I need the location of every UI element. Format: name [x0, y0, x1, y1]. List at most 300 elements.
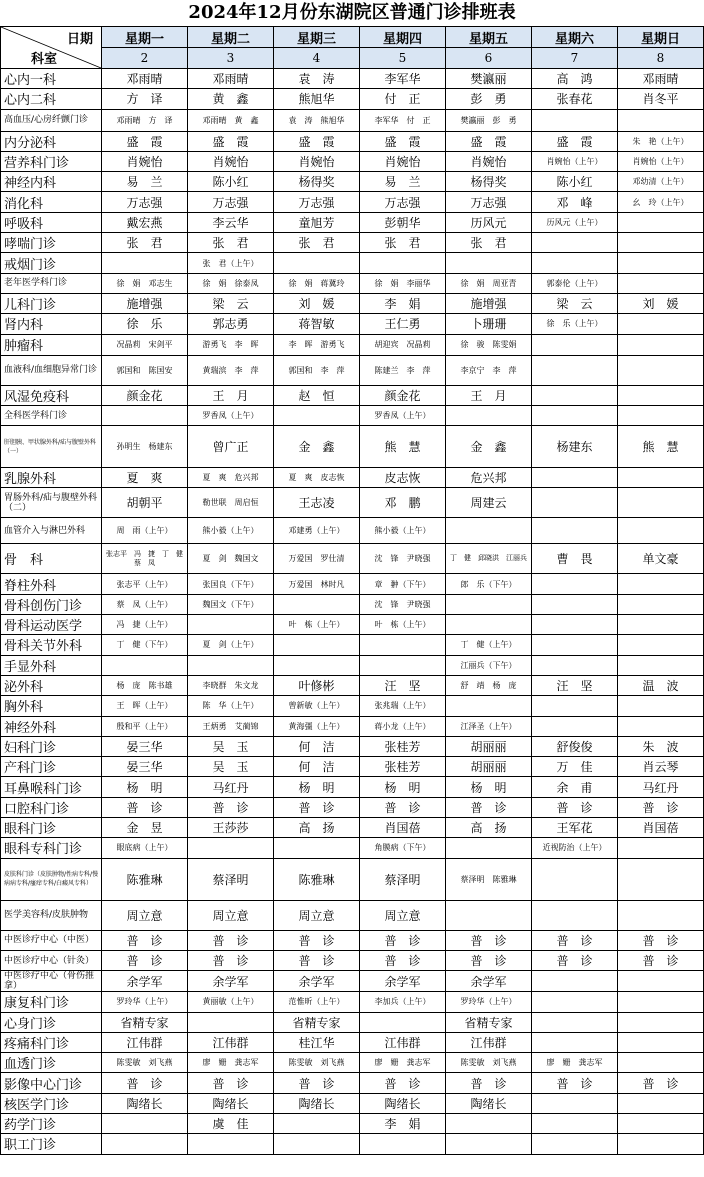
schedule-cell [274, 405, 360, 425]
schedule-cell [532, 635, 618, 655]
schedule-cell: 殷和平（上午） [102, 716, 188, 736]
schedule-cell: 周立意 [102, 900, 188, 930]
schedule-cell [618, 971, 704, 992]
schedule-cell: 王志凌 [274, 488, 360, 518]
schedule-cell [446, 594, 532, 614]
schedule-cell: 普 诊 [274, 950, 360, 970]
schedule-cell [446, 615, 532, 635]
schedule-cell [274, 838, 360, 858]
dept-name: 血透门诊 [1, 1053, 102, 1073]
schedule-cell [618, 858, 704, 900]
schedule-cell [446, 900, 532, 930]
schedule-cell: 肖婉怡 [446, 151, 532, 171]
schedule-cell: 晏三华 [102, 736, 188, 756]
schedule-cell [532, 355, 618, 385]
schedule-cell: 余学军 [102, 971, 188, 992]
table-row [1, 1113, 704, 1133]
dept-name: 神经内科 [1, 172, 102, 192]
table-row [1, 293, 704, 313]
dept-name: 肝胆胰、甲状腺外科/疝与腹壁外科（一） [1, 426, 102, 468]
table-row [1, 971, 704, 992]
schedule-cell [532, 900, 618, 930]
schedule-cell: 沈 锋 尹晓强 [360, 594, 446, 614]
schedule-cell: 肖云琴 [618, 757, 704, 777]
schedule-cell: 夏 爽 危兴邦 [188, 468, 274, 488]
schedule-cell: 角膜病（下午） [360, 838, 446, 858]
schedule-cell: 张 君 [274, 233, 360, 253]
schedule-cell: 蔡泽明 [360, 858, 446, 900]
schedule-cell [532, 405, 618, 425]
table-row [1, 89, 704, 109]
dept-name: 神经外科 [1, 716, 102, 736]
schedule-cell: 魏国文（下午） [188, 594, 274, 614]
schedule-cell: 夏 剑 魏国文 [188, 544, 274, 574]
dept-name: 老年医学科门诊 [1, 273, 102, 293]
schedule-cell: 张桂芳 [360, 736, 446, 756]
schedule-cell [618, 1032, 704, 1052]
schedule-cell: 胡丽丽 [446, 757, 532, 777]
schedule-cell [618, 233, 704, 253]
schedule-cell: 普 诊 [188, 930, 274, 950]
schedule-cell: 张兆瑞（上午） [360, 696, 446, 716]
schedule-cell [188, 838, 274, 858]
schedule-cell: 李军华 [360, 69, 446, 89]
table-row [1, 858, 704, 900]
schedule-cell [532, 716, 618, 736]
date-header: 5 [360, 48, 446, 69]
schedule-cell [618, 468, 704, 488]
schedule-cell: 付 正 [360, 89, 446, 109]
schedule-cell: 陈雯敏 刘飞燕 [446, 1053, 532, 1073]
schedule-cell: 徐 娟 徐泰凤 [188, 273, 274, 293]
dept-name: 中医诊疗中心（中医） [1, 930, 102, 950]
table-row [1, 574, 704, 594]
schedule-cell: 罗玲华（上午） [102, 992, 188, 1012]
schedule-cell: 盛 霞 [446, 131, 532, 151]
dept-name: 康复科门诊 [1, 992, 102, 1012]
schedule-cell: 陈雯敏 刘飞燕 [102, 1053, 188, 1073]
dept-name: 眼科专科门诊 [1, 838, 102, 858]
schedule-cell: 邓雨晴 [102, 69, 188, 89]
schedule-cell: 冯 捷（上午） [102, 615, 188, 635]
dept-name: 心身门诊 [1, 1012, 102, 1032]
schedule-cell: 余 甫 [532, 777, 618, 797]
table-row [1, 1073, 704, 1093]
schedule-cell: 罗香凤（上午） [188, 405, 274, 425]
table-row [1, 696, 704, 716]
schedule-cell: 陶绪长 [188, 1093, 274, 1113]
schedule-cell: 张 君（上午） [188, 253, 274, 273]
schedule-cell: 施增强 [102, 293, 188, 313]
schedule-cell: 徐 娟 李丽华 [360, 273, 446, 293]
schedule-cell: 张志平 冯 捷 丁 健 蔡 凤 [102, 544, 188, 574]
dept-name: 骨科创伤门诊 [1, 594, 102, 614]
schedule-cell: 蒋智敏 [274, 314, 360, 334]
schedule-cell: 李 娟 [360, 293, 446, 313]
schedule-cell: 历风元 [446, 212, 532, 232]
table-row [1, 900, 704, 930]
table-row [1, 192, 704, 212]
schedule-cell: 陶绪长 [446, 1093, 532, 1113]
day-header: 星期日 [618, 27, 704, 48]
schedule-cell [446, 518, 532, 544]
dept-name: 中医诊疗中心（骨伤推拿） [1, 971, 102, 992]
schedule-cell: 普 诊 [188, 1073, 274, 1093]
schedule-cell: 张 君 [446, 233, 532, 253]
day-header: 星期六 [532, 27, 618, 48]
schedule-cell: 江伟群 [360, 1032, 446, 1052]
schedule-cell: 舒 靖 杨 庞 [446, 675, 532, 695]
schedule-cell [532, 253, 618, 273]
schedule-cell: 肖婉怡 [274, 151, 360, 171]
schedule-cell: 万志强 [360, 192, 446, 212]
day-header: 星期三 [274, 27, 360, 48]
schedule-cell: 肖婉怡（上午） [618, 151, 704, 171]
schedule-cell: 吴 玉 [188, 757, 274, 777]
schedule-cell: 廖 姗 龚志军 [360, 1053, 446, 1073]
schedule-cell: 普 诊 [102, 797, 188, 817]
schedule-cell: 普 诊 [532, 1073, 618, 1093]
schedule-cell: 范惟昕（上午） [274, 992, 360, 1012]
schedule-cell: 普 诊 [446, 1073, 532, 1093]
schedule-cell: 皮志恢 [360, 468, 446, 488]
dept-name: 心内一科 [1, 69, 102, 89]
schedule-cell: 周建云 [446, 488, 532, 518]
schedule-cell [532, 1093, 618, 1113]
schedule-cell: 张春花 [532, 89, 618, 109]
dept-name: 口腔科门诊 [1, 797, 102, 817]
schedule-cell: 省精专家 [446, 1012, 532, 1032]
schedule-cell: 江泽圣（上午） [446, 716, 532, 736]
schedule-cell: 孙明生 杨建东 [102, 426, 188, 468]
schedule-cell: 普 诊 [532, 930, 618, 950]
schedule-cell: 张桂芳 [360, 757, 446, 777]
schedule-cell: 赵 恒 [274, 385, 360, 405]
schedule-cell: 朱 波 [618, 736, 704, 756]
schedule-cell: 李加兵（上午） [360, 992, 446, 1012]
schedule-cell: 李 晖 游勇飞 [274, 334, 360, 355]
schedule-cell [532, 334, 618, 355]
schedule-cell: 易 兰 [102, 172, 188, 192]
dept-name: 骨科关节外科 [1, 635, 102, 655]
schedule-cell [360, 1134, 446, 1154]
schedule-cell: 邓雨晴 [618, 69, 704, 89]
schedule-cell: 普 诊 [188, 950, 274, 970]
schedule-cell: 胡丽丽 [446, 736, 532, 756]
schedule-cell: 单文豪 [618, 544, 704, 574]
table-row [1, 818, 704, 838]
table-row [1, 544, 704, 574]
schedule-cell: 万志强 [446, 192, 532, 212]
schedule-cell: 樊瀛丽 彭 勇 [446, 109, 532, 131]
schedule-cell [360, 253, 446, 273]
table-row [1, 131, 704, 151]
schedule-cell [360, 1012, 446, 1032]
schedule-cell: 盛 霞 [532, 131, 618, 151]
schedule-cell: 历风元（上午） [532, 212, 618, 232]
dept-name: 心内二科 [1, 89, 102, 109]
schedule-cell: 郭国和 陈国安 [102, 355, 188, 385]
schedule-cell: 徐 娟 蒋冀玲 [274, 273, 360, 293]
schedule-cell: 李 娟 [360, 1113, 446, 1133]
date-header: 6 [446, 48, 532, 69]
table-row [1, 1032, 704, 1052]
schedule-cell [274, 253, 360, 273]
dept-name: 职工门诊 [1, 1134, 102, 1154]
schedule-cell: 万爱国 罗仕清 [274, 544, 360, 574]
schedule-cell: 肖婉怡 [102, 151, 188, 171]
schedule-cell: 汪 坚 [360, 675, 446, 695]
schedule-cell: 杨 明 [274, 777, 360, 797]
schedule-cell: 王莎莎 [188, 818, 274, 838]
table-row [1, 1093, 704, 1113]
schedule-cell: 普 诊 [188, 797, 274, 817]
schedule-cell: 卜珊珊 [446, 314, 532, 334]
day-header: 星期一 [102, 27, 188, 48]
schedule-cell: 熊旭华 [274, 89, 360, 109]
table-row [1, 797, 704, 817]
dept-name: 血液科/血细胞异常门诊 [1, 355, 102, 385]
schedule-cell: 高 鸿 [532, 69, 618, 89]
schedule-cell [446, 838, 532, 858]
schedule-cell: 叶修彬 [274, 675, 360, 695]
schedule-table [0, 26, 704, 1155]
schedule-cell: 黄丽敏（上午） [188, 992, 274, 1012]
schedule-cell: 普 诊 [274, 930, 360, 950]
schedule-cell: 何 洁 [274, 736, 360, 756]
schedule-cell: 熊小毅（上午） [188, 518, 274, 544]
date-header: 4 [274, 48, 360, 69]
schedule-cell: 周立意 [360, 900, 446, 930]
schedule-cell: 张国良（下午） [188, 574, 274, 594]
schedule-cell [618, 900, 704, 930]
schedule-cell: 丁 健（下午） [102, 635, 188, 655]
dept-name: 核医学门诊 [1, 1093, 102, 1113]
schedule-cell: 蒋小龙（上午） [360, 716, 446, 736]
schedule-cell: 王 月 [188, 385, 274, 405]
schedule-cell: 眼底病（上午） [102, 838, 188, 858]
schedule-cell [102, 1113, 188, 1133]
schedule-cell: 杨建东 [532, 426, 618, 468]
dept-name: 中医诊疗中心（针灸） [1, 950, 102, 970]
schedule-cell [532, 488, 618, 518]
schedule-cell [618, 992, 704, 1012]
schedule-cell [188, 655, 274, 675]
schedule-cell: 郭国和 李 萍 [274, 355, 360, 385]
schedule-cell [188, 615, 274, 635]
schedule-cell: 杨得奖 [274, 172, 360, 192]
schedule-cell: 桂江华 [274, 1032, 360, 1052]
schedule-cell: 余学军 [188, 971, 274, 992]
schedule-cell [618, 1053, 704, 1073]
schedule-cell: 游勇飞 李 晖 [188, 334, 274, 355]
dept-name: 消化科 [1, 192, 102, 212]
schedule-cell: 罗香凤（上午） [360, 405, 446, 425]
dept-name: 高血压/心房纤颤门诊 [1, 109, 102, 131]
schedule-cell: 颜金花 [102, 385, 188, 405]
schedule-cell: 徐 乐（上午） [532, 314, 618, 334]
schedule-cell: 普 诊 [360, 930, 446, 950]
schedule-cell [532, 109, 618, 131]
schedule-cell: 汪 坚 [532, 675, 618, 695]
schedule-cell: 邓幼清（上午） [618, 172, 704, 192]
schedule-cell: 高 扬 [446, 818, 532, 838]
schedule-cell: 江伟群 [102, 1032, 188, 1052]
schedule-cell: 夏 爽 [102, 468, 188, 488]
schedule-cell: 肖国蓓 [360, 818, 446, 838]
schedule-cell [618, 385, 704, 405]
table-row [1, 233, 704, 253]
schedule-cell: 张 君 [102, 233, 188, 253]
schedule-cell: 万志强 [274, 192, 360, 212]
schedule-cell [532, 1032, 618, 1052]
schedule-cell: 王仁勇 [360, 314, 446, 334]
schedule-cell [618, 594, 704, 614]
schedule-cell: 丁 健（上午） [446, 635, 532, 655]
schedule-cell: 江丽兵（下午） [446, 655, 532, 675]
schedule-cell: 廖 姗 龚志军 [188, 1053, 274, 1073]
schedule-cell: 普 诊 [446, 930, 532, 950]
schedule-cell: 袁 涛 [274, 69, 360, 89]
schedule-cell: 普 诊 [102, 1073, 188, 1093]
schedule-cell: 普 诊 [274, 797, 360, 817]
schedule-cell [618, 635, 704, 655]
schedule-cell: 胡朝平 [102, 488, 188, 518]
schedule-cell: 陶绪长 [360, 1093, 446, 1113]
schedule-cell: 彭朝华 [360, 212, 446, 232]
table-row [1, 69, 704, 89]
schedule-cell [618, 716, 704, 736]
schedule-cell: 邓 峰 [532, 192, 618, 212]
schedule-cell: 郎 乐（下午） [446, 574, 532, 594]
schedule-cell: 万爱国 林时凡 [274, 574, 360, 594]
date-header: 3 [188, 48, 274, 69]
schedule-cell: 丁 健 邱晓洪 江丽兵 [446, 544, 532, 574]
schedule-cell [532, 858, 618, 900]
schedule-cell: 朱 艳（上午） [618, 131, 704, 151]
schedule-cell [618, 273, 704, 293]
dept-name: 影像中心门诊 [1, 1073, 102, 1093]
schedule-body [1, 69, 704, 1155]
schedule-cell: 肖婉怡 [360, 151, 446, 171]
dept-name: 胸外科 [1, 696, 102, 716]
table-row [1, 1012, 704, 1032]
schedule-cell: 万志强 [102, 192, 188, 212]
schedule-cell [274, 1134, 360, 1154]
schedule-cell: 盛 霞 [188, 131, 274, 151]
schedule-cell: 陈雯敏 刘飞燕 [274, 1053, 360, 1073]
schedule-cell: 张 君 [360, 233, 446, 253]
schedule-cell: 邓 鹏 [360, 488, 446, 518]
dept-name: 儿科门诊 [1, 293, 102, 313]
schedule-cell: 李晓群 朱文龙 [188, 675, 274, 695]
schedule-cell: 夏 剑（上午） [188, 635, 274, 655]
schedule-cell [618, 488, 704, 518]
schedule-cell: 普 诊 [360, 797, 446, 817]
schedule-cell: 周立意 [188, 900, 274, 930]
schedule-cell [618, 1113, 704, 1133]
schedule-cell [446, 1113, 532, 1133]
schedule-cell: 普 诊 [446, 797, 532, 817]
schedule-cell: 马红丹 [188, 777, 274, 797]
schedule-cell: 普 诊 [360, 950, 446, 970]
table-row [1, 736, 704, 756]
schedule-cell: 盛 霞 [274, 131, 360, 151]
schedule-cell: 王炳勇 艾蔺锦 [188, 716, 274, 736]
schedule-cell: 叶 栋（上午） [274, 615, 360, 635]
dept-name: 骨 科 [1, 544, 102, 574]
corner-date-label: 日期 [66, 32, 93, 47]
schedule-cell: 万 佳 [532, 757, 618, 777]
table-row [1, 253, 704, 273]
schedule-cell: 袁 涛 熊旭华 [274, 109, 360, 131]
schedule-cell: 曹 畏 [532, 544, 618, 574]
day-header: 星期二 [188, 27, 274, 48]
schedule-cell: 陈建兰 李 萍 [360, 355, 446, 385]
schedule-cell: 张 君 [188, 233, 274, 253]
schedule-cell: 熊小毅（上午） [360, 518, 446, 544]
schedule-cell [532, 385, 618, 405]
schedule-cell [618, 1093, 704, 1113]
dept-name: 产科门诊 [1, 757, 102, 777]
table-row [1, 777, 704, 797]
schedule-cell: 盛 霞 [102, 131, 188, 151]
schedule-cell: 张志平（上午） [102, 574, 188, 594]
dept-name: 脊柱外科 [1, 574, 102, 594]
dept-name: 全科医学科门诊 [1, 405, 102, 425]
table-row [1, 950, 704, 970]
day-header: 星期四 [360, 27, 446, 48]
schedule-cell: 徐 娟 周亚青 [446, 273, 532, 293]
schedule-cell [102, 1134, 188, 1154]
schedule-cell: 普 诊 [618, 797, 704, 817]
schedule-cell: 普 诊 [274, 1073, 360, 1093]
page-title: 2024年12月份东湖院区普通门诊排班表 [188, 2, 516, 23]
corner-dept-label: 科室 [31, 52, 58, 67]
schedule-cell: 盛 霞 [360, 131, 446, 151]
dept-name: 泌外科 [1, 675, 102, 695]
schedule-cell: 江伟群 [446, 1032, 532, 1052]
schedule-cell: 普 诊 [102, 950, 188, 970]
schedule-cell [102, 253, 188, 273]
schedule-cell: 况晶莉 宋剑平 [102, 334, 188, 355]
schedule-cell: 郭泰伦（上午） [532, 273, 618, 293]
table-row [1, 594, 704, 614]
table-row [1, 334, 704, 355]
schedule-cell: 颜金花 [360, 385, 446, 405]
table-row [1, 426, 704, 468]
schedule-cell [274, 1113, 360, 1133]
schedule-cell: 杨 明 [360, 777, 446, 797]
schedule-cell [274, 635, 360, 655]
schedule-cell: 李京宁 李 萍 [446, 355, 532, 385]
schedule-cell: 江伟群 [188, 1032, 274, 1052]
schedule-cell: 王 晖（上午） [102, 696, 188, 716]
dept-name: 肾内科 [1, 314, 102, 334]
schedule-cell: 蔡泽明 陈雅琳 [446, 858, 532, 900]
schedule-cell: 省精专家 [274, 1012, 360, 1032]
schedule-cell: 余学军 [446, 971, 532, 992]
dept-name: 骨科运动医学 [1, 615, 102, 635]
schedule-cell: 邓建勇（上午） [274, 518, 360, 544]
dept-name: 呼吸科 [1, 212, 102, 232]
schedule-cell: 杨得奖 [446, 172, 532, 192]
schedule-cell: 陶绪长 [274, 1093, 360, 1113]
schedule-cell: 邓雨晴 方 译 [102, 109, 188, 131]
table-row [1, 314, 704, 334]
schedule-cell: 夏 爽 皮志恢 [274, 468, 360, 488]
schedule-cell [618, 518, 704, 544]
